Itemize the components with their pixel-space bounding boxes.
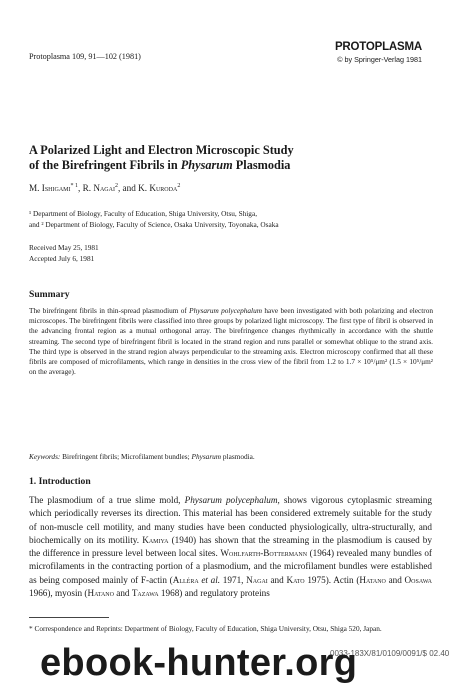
- title-line-1: A Polarized Light and Electron Microscopic Study: [29, 143, 294, 157]
- received-date: Received May 25, 1981: [29, 243, 99, 252]
- article-title: [29, 143, 429, 173]
- author-1: M. Ishigami: [29, 183, 71, 194]
- author-list: M. Ishigami$^{* 1}$, R. Nagai$^2$, and K. Kuroda$^2$: [29, 183, 181, 194]
- affiliation-line: and ² Department of Biology, Faculty of Science, Osaka University, Toyonaka, Osaka: [29, 220, 279, 229]
- accepted-date: Accepted July 6, 1981: [29, 254, 95, 263]
- summary-heading: Summary: [29, 289, 70, 300]
- introduction-heading: 1. Introduction: [29, 476, 91, 487]
- affiliation-line: ¹ Department of Biology, Faculty of Education, Shiga University, Otsu, Shiga,: [29, 209, 258, 218]
- footnote-divider: [29, 617, 109, 618]
- publisher-brand: [335, 41, 422, 64]
- author-3: K. Kuroda: [138, 183, 178, 194]
- summary-text: The birefringent fibrils in thin-spread plasmodium of Physarum polycephalum have been investigated with both polarizing and electron microscopes. The birefringent fibrils were classified into three groups by polarized light microscopy. The first type of fibril is observed in the advancing frontal region as a mutual orthogonal array. The birefringence changes rhythmically in accordance with the shuttle streaming. The second type of birefringent fibril is located in the strand region and runs parallel or somewhat oblique to the strand axis. The third type is observed in the strand region always perpendicular to the streaming axis. Electron microscopy confirmed that all these fibrils are composed of microfilaments, which range in densities in the cross view of the fibril from 1.2 to 1.7 × 10⁵/μm² (1.5 × 10⁵/μm² on the average).: [29, 306, 433, 377]
- affiliations: [29, 208, 279, 230]
- copyright-notice: © by Springer-Verlag 1981: [337, 55, 422, 64]
- doi-code: 0033-183X/81/0109/0091/$ 02.40: [330, 649, 450, 658]
- author-2: R. Nagai: [82, 183, 115, 194]
- footnote: * Correspondence and Reprints: Department of Biology, Faculty of Education, Shiga University, Otsu, Shiga 520, Japan.: [29, 624, 382, 633]
- title-line-2: of the Birefringent Fibrils in Physarum Plasmodia: [29, 158, 291, 172]
- introduction-text: The plasmodium of a true slime mold, Physarum polycephalum, shows vigorous cytoplasmic streaming which periodically reverses its direction. This material has been considered extremely suitable for the study of non-muscle cell motility, and many studies have been conducted physiologically, ultra-structurally, and biochemically on its motility. Kamiya (1940) has shown that the streaming in the plasmodium is caused by the difference in pressure level between local sites. Wohlfarth-Bottermann (1964) revealed many bundles of microfilaments in the contracting portion of a plasmodium, and the microfilament bundles were established as being composed mainly of F-actin (Alléra et al. 1971, Nagai and Kato 1975). Actin (Hatano and Oosawa 1966), myosin (Hatano and Tazawa 1968) and regulatory proteins: [29, 495, 433, 599]
- submission-dates: [29, 242, 99, 264]
- keywords-label: Keywords:: [29, 452, 61, 461]
- journal-citation: Protoplasma 109, 91—102 (1981): [29, 52, 141, 61]
- watermark: ebook-hunter.org: [40, 642, 358, 684]
- keywords: Keywords: Birefringent fibrils; Microfilament bundles; Physarum plasmodia.: [29, 452, 255, 461]
- journal-name: PROTOPLASMA: [334, 41, 422, 53]
